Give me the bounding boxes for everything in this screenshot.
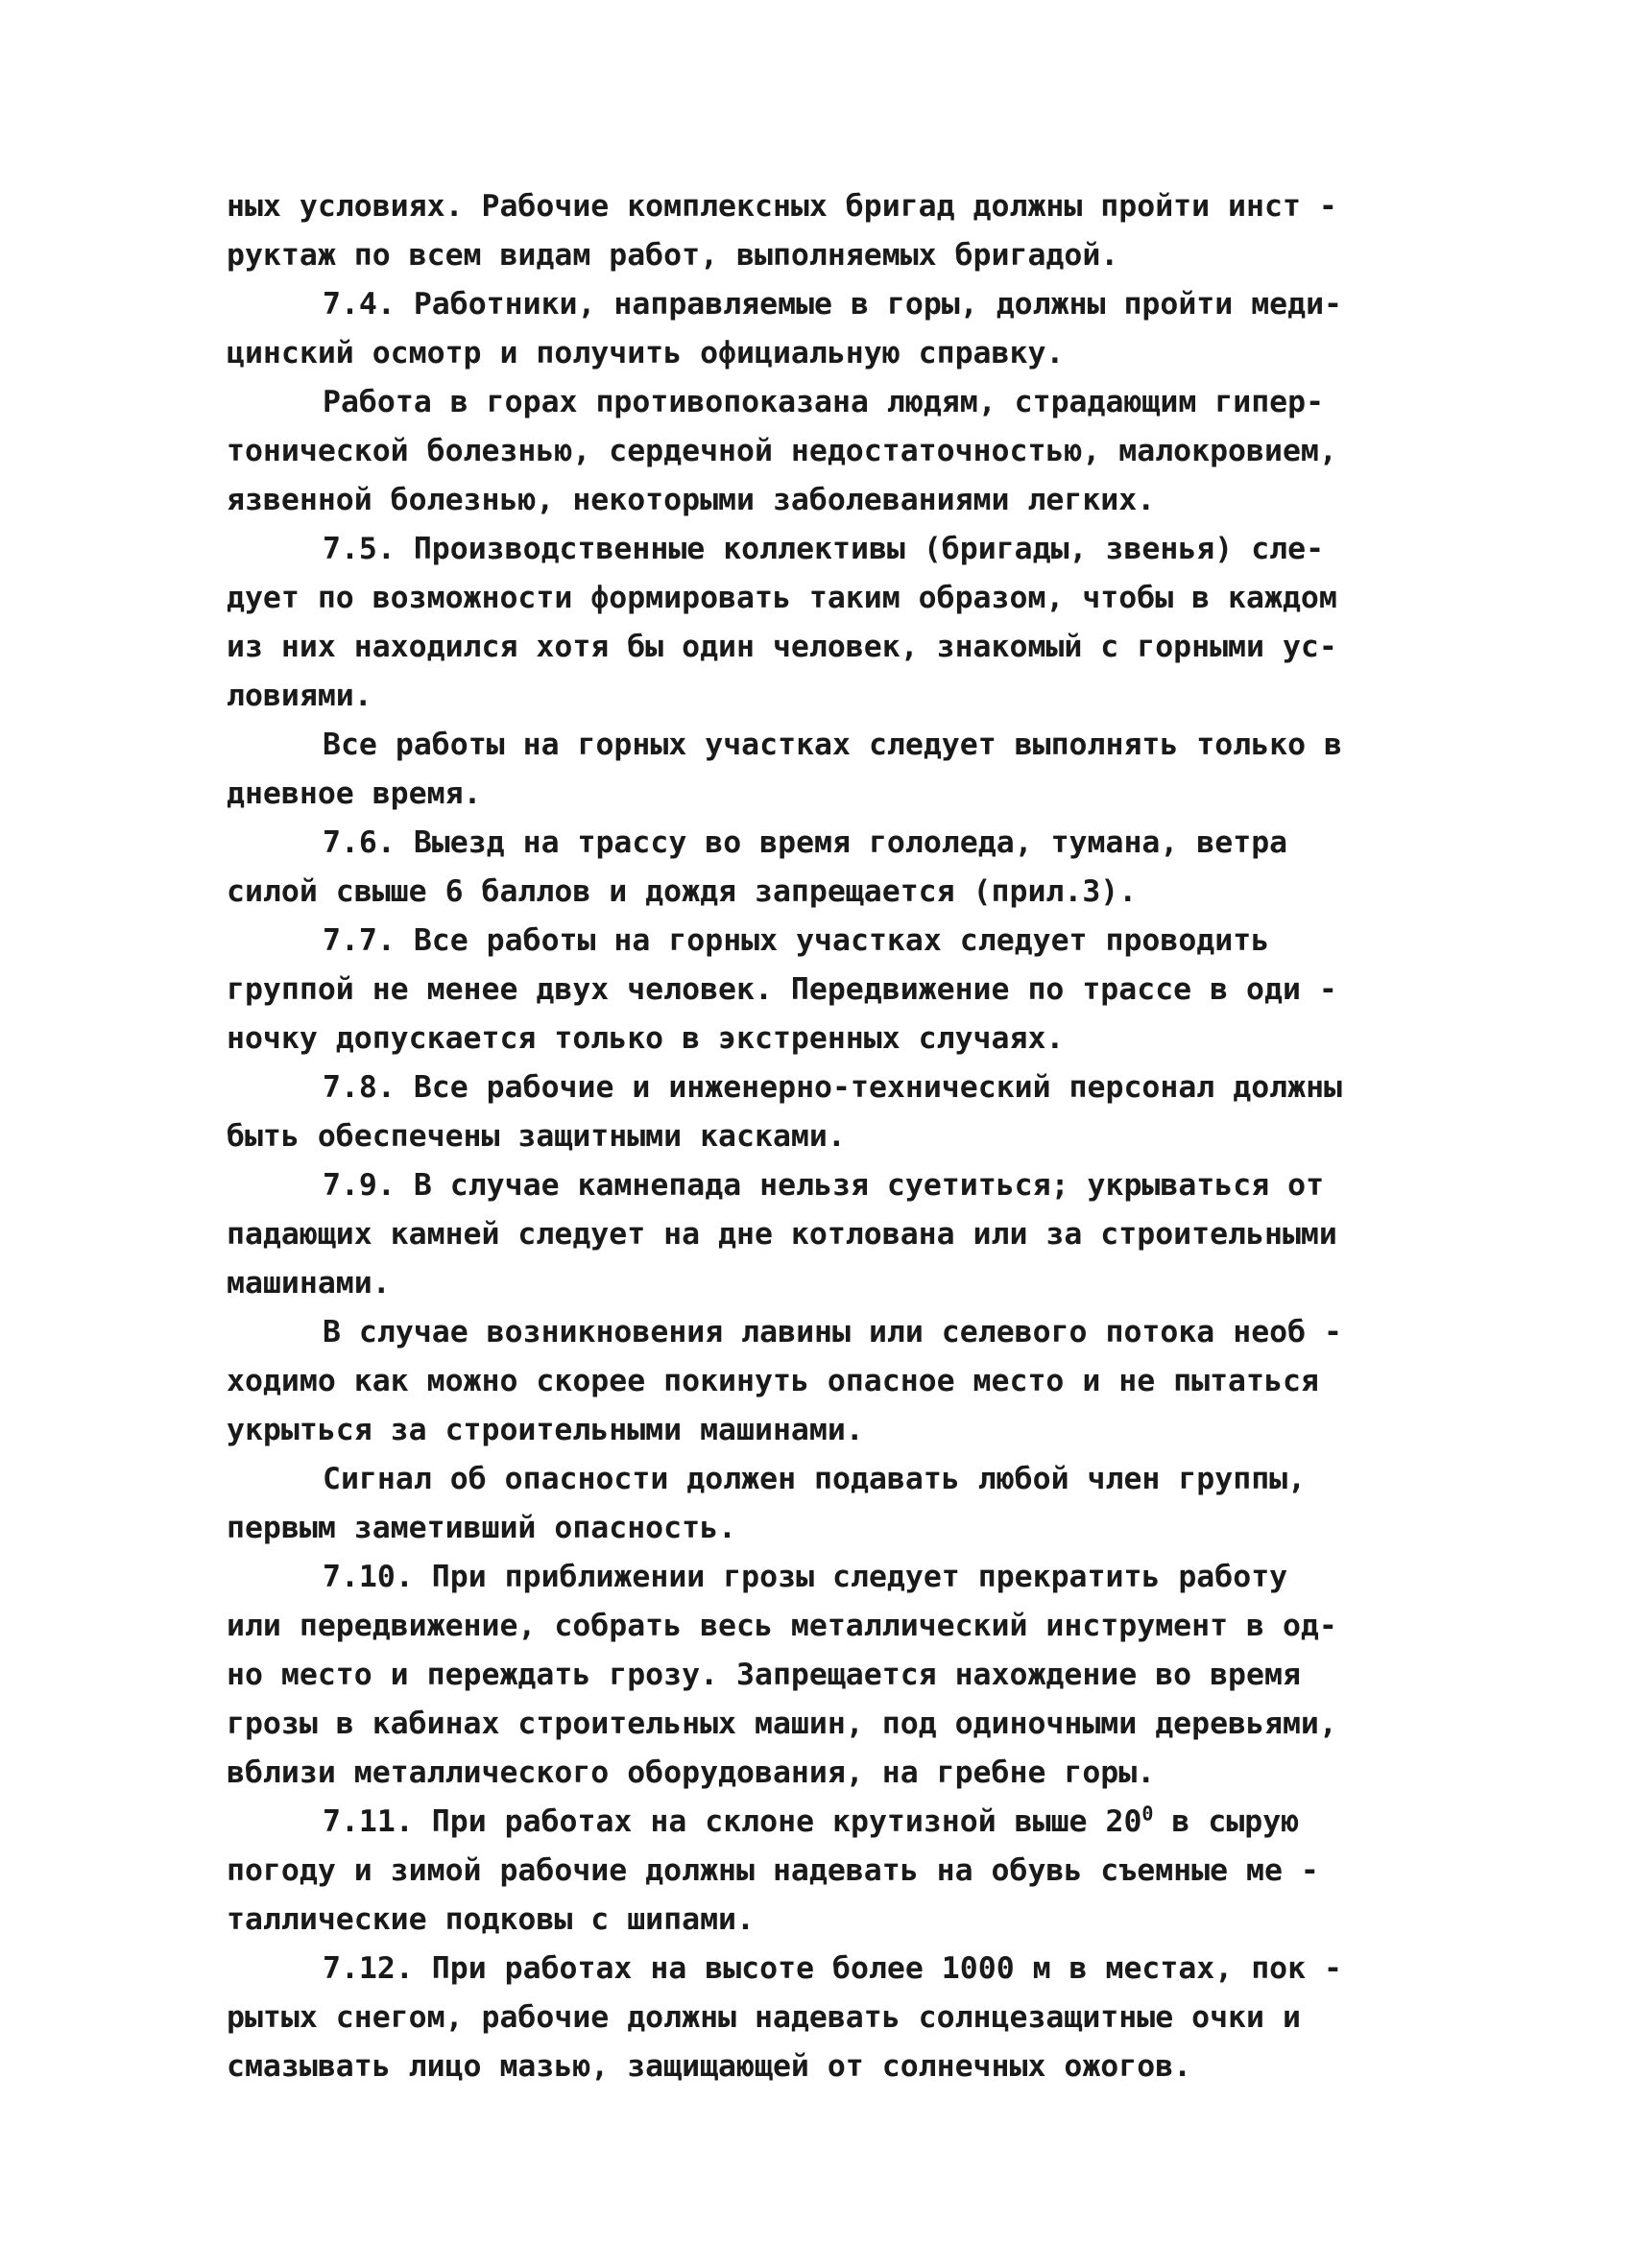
paragraph-7-8-start: 7.8. Все рабочие и инженерно-технический персонал должны <box>323 1070 1343 1105</box>
text-line: силой свыше 6 баллов и дождя запрещается (прил.3). <box>227 874 1138 909</box>
text-line: тонической болезнью, сердечной недостаточностью, малокровием, <box>227 434 1337 468</box>
text-line: дует по возможности формировать таким образом, чтобы в каждом <box>227 581 1337 615</box>
text-line: или передвижение, собрать весь металлический инструмент в од- <box>227 1609 1337 1643</box>
text-line: из них находился хотя бы один человек, знакомый с горными ус- <box>227 630 1337 664</box>
text-line: ных условиях. Рабочие комплексных бригад должны пройти инст - <box>227 189 1337 224</box>
text-line: ночку допускается только в экстренных случаях. <box>227 1021 1065 1056</box>
text-segment: в сырую <box>1153 1804 1300 1839</box>
paragraph-start: В случае возникновения лавины или селевого потока необ - <box>323 1315 1343 1349</box>
paragraph-7-7-start: 7.7. Все работы на горных участках следует проводить <box>323 923 1270 958</box>
text-line: дневное время. <box>227 776 482 811</box>
text-segment: 7.11. При работах на склоне крутизной выше 20 <box>323 1804 1142 1839</box>
paragraph-7-4-start: 7.4. Работники, направляемые в горы, должны пройти меди- <box>323 287 1343 322</box>
document-body <box>227 182 1417 2091</box>
text-line: падающих камней следует на дне котлована или за строительными <box>227 1217 1337 1252</box>
paragraph-7-5-start: 7.5. Производственные коллективы (бригады, звенья) сле- <box>323 532 1325 566</box>
text-line: смазывать лицо мазью, защищающей от солнечных ожогов. <box>227 2049 1192 2084</box>
text-line: руктаж по всем видам работ, выполняемых бригадой. <box>227 238 1119 273</box>
paragraph-start: Все работы на горных участках следует выполнять только в <box>323 728 1343 762</box>
text-line: машинами. <box>227 1266 391 1301</box>
text-line: таллические подковы с шипами. <box>227 1902 755 1937</box>
paragraph-start: Сигнал об опасности должен подавать любой член группы, <box>323 1462 1307 1496</box>
text-line: первым заметивший опасность. <box>227 1511 737 1545</box>
paragraph-7-10-start: 7.10. При приближении грозы следует прекратить работу <box>323 1560 1288 1594</box>
text-line: рытых снегом, рабочие должны надевать солнцезащитные очки и <box>227 2000 1301 2035</box>
text-line: цинский осмотр и получить официальную справку. <box>227 336 1065 370</box>
text-line: быть обеспечены защитными касками. <box>227 1119 846 1154</box>
text-line: вблизи металлического оборудования, на гребне горы. <box>227 1755 1156 1790</box>
text-line: грозы в кабинах строительных машин, под одиночными деревьями, <box>227 1707 1337 1741</box>
text-line: группой не менее двух человек. Передвижение по трассе в оди - <box>227 972 1337 1007</box>
paragraph-7-9-start: 7.9. В случае камнепада нельзя суетиться; укрываться от <box>323 1168 1325 1203</box>
paragraph-start: Работа в горах противопоказана людям, страдающим гипер- <box>323 385 1325 419</box>
paragraph-7-12-start: 7.12. При работах на высоте более 1000 м в местах, пок - <box>323 1951 1343 1986</box>
text-line: ходимо как можно скорее покинуть опасное место и не пытаться <box>227 1364 1319 1398</box>
text-line: язвенной болезнью, некоторыми заболеваниями легких. <box>227 483 1156 517</box>
paragraph-7-6-start: 7.6. Выезд на трассу во время гололеда, тумана, ветра <box>323 825 1288 860</box>
paragraph-7-11-start <box>227 1798 1417 1847</box>
text-line: ловиями. <box>227 679 372 713</box>
degree-superscript: 0 <box>1141 1802 1154 1826</box>
text-line: но место и переждать грозу. Запрещается нахождение во время <box>227 1658 1301 1692</box>
text-line: укрыться за строительными машинами. <box>227 1413 864 1447</box>
text-line: погоду и зимой рабочие должны надевать на обувь съемные ме - <box>227 1853 1319 1888</box>
